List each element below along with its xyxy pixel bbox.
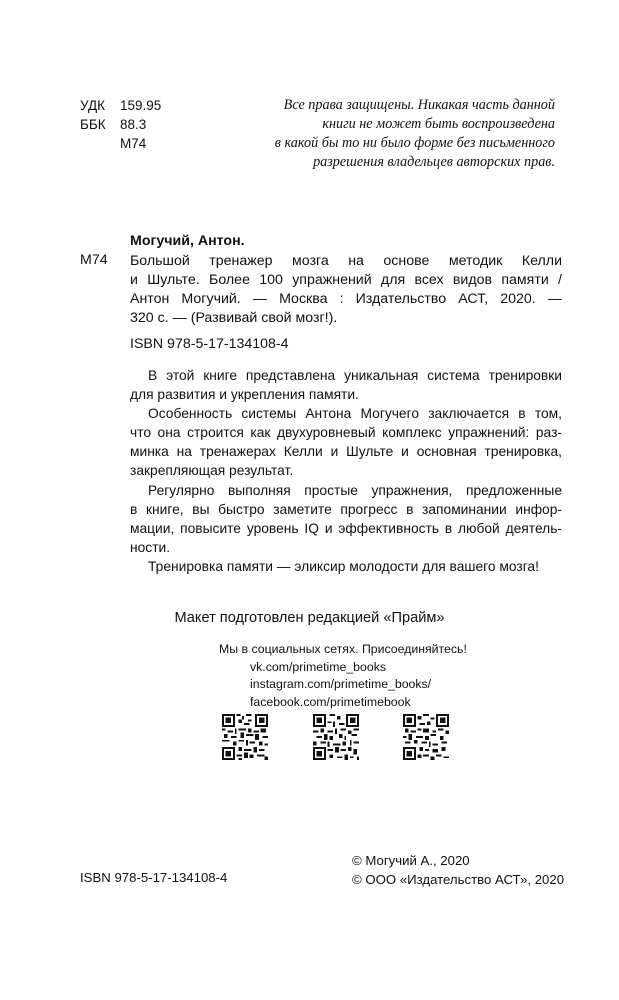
biblio-line: Антон Могучий. — Москва : Издательство АСТ, 2020. — — [130, 291, 562, 307]
qr-code-icon[interactable] — [222, 714, 268, 760]
udk-value: 159.95 — [120, 98, 162, 113]
author-heading: Могучий, Антон. — [130, 233, 245, 249]
isbn-bottom: ISBN 978-5-17-134108-4 — [80, 870, 228, 885]
udk-label: УДК — [80, 98, 105, 113]
copyright-block — [352, 851, 564, 889]
annotation-line: минка на тренажерах Келли и Шульте и основная тренировка, — [130, 444, 562, 460]
annotation-line: Тренировка памяти — эликсир молодости для вашего мозга! — [148, 558, 539, 574]
annotation-line: закрепляющая результат. — [130, 463, 294, 479]
qr-code-facebook — [403, 714, 449, 760]
rights-notice — [205, 96, 555, 172]
bbk-label: ББК — [80, 117, 106, 132]
facebook-link[interactable]: facebook.com/primetimebook — [250, 694, 411, 709]
author-mark: М74 — [120, 136, 147, 151]
biblio-line: и Шульте. Более 100 упражнений для всех видов памяти / — [130, 272, 562, 288]
rights-line: Все права защищены. Никакая часть данной — [283, 97, 555, 113]
annotation-line: В этой книге представлена уникальная система тренировки — [148, 368, 562, 383]
qr-code-icon[interactable] — [403, 714, 449, 760]
vk-link[interactable]: vk.com/primetime_books — [250, 659, 386, 674]
rights-line: разрешения владельцев авторских прав. — [313, 154, 555, 170]
qr-code-icon[interactable] — [313, 714, 359, 760]
annotation-line: Особенность системы Антона Могучего заключается в том, — [148, 406, 562, 422]
bibliographic-description — [130, 252, 562, 328]
instagram-link[interactable]: instagram.com/primetime_books/ — [250, 677, 432, 691]
qr-code-vk — [222, 714, 268, 760]
rights-line: в какой бы то ни было форме без письменного — [274, 135, 555, 151]
annotation-line: в книге, вы быстро заметите прогресс в запоминании инфор- — [130, 501, 562, 517]
rights-line: книги не может быть воспроизведена — [322, 116, 555, 132]
annotation — [130, 366, 562, 576]
annotation-line: Регулярно выполняя простые упражнения, предложенные — [148, 482, 562, 498]
side-code: М74 — [80, 252, 108, 268]
annotation-line: ности. — [130, 539, 171, 555]
prepared-by: Макет подготовлен редакцией «Прайм» — [174, 610, 445, 626]
isbn: ISBN 978-5-17-134108-4 — [130, 336, 289, 352]
copyright-line: © Могучий А., 2020 — [352, 853, 470, 868]
biblio-line: 320 с. — (Развивай свой мозг!). — [130, 310, 338, 326]
annotation-line: мации, повысите уровень IQ и эффективность в любой деятель- — [130, 520, 562, 536]
bbk-value: 88.3 — [120, 117, 147, 132]
copyright-line: © ООО «Издательство АСТ», 2020 — [352, 872, 565, 887]
biblio-line: Большой тренажер мозга на основе методик Келли — [130, 253, 562, 269]
annotation-line: что она строится как двухуровневый комплекс упражнений: раз- — [130, 425, 562, 441]
social-heading: Мы в социальных сетях. Присоединяйтесь! — [219, 642, 467, 656]
annotation-line: для развития и укрепления памяти. — [130, 387, 359, 403]
social-links — [219, 641, 467, 711]
qr-code-instagram — [313, 714, 359, 760]
